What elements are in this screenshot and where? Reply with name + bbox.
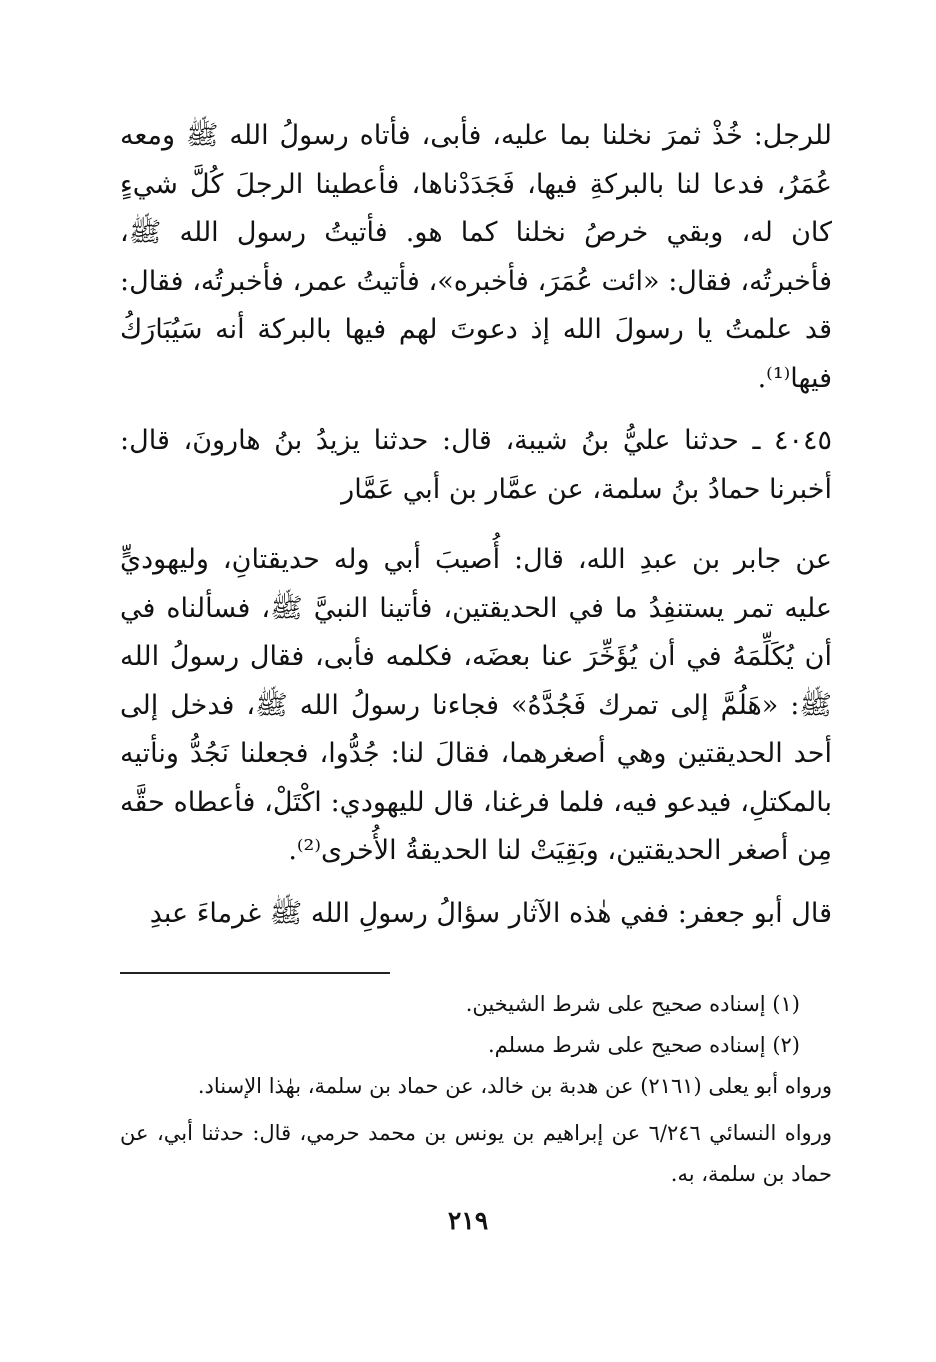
footnote-1: (١) إسناده صحيح على شرط الشيخين.: [465, 992, 800, 1016]
footnote-2-detail-2: ورواه النسائي ٦/٢٤٦ عن إبراهيم بن يونس بن محمد حرمي، قال: حدثنا أبي، عن حماد بن سلمة، به.: [120, 1121, 832, 1186]
footnote-divider: [120, 972, 390, 974]
footnote-2-detail-1: ورواه أبو يعلى (٢١٦١) عن هدبة بن خالد، عن حماد بن سلمة، بهٰذا الإسناد.: [197, 1074, 832, 1098]
body-paragraph-2: عن جابر بن عبدِ الله، قال: أُصيبَ أبي وله حديقتانِ، وليهوديٍّ عليه تمر يستنفِدُ ما في الحديقتين، فأتينا النبيَّ ﷺ، فسألناه في أن يُكَلِّمَهُ في أن يُؤَخِّرَ عنا بعضَه، فكلمه فأبى، فقال رسولُ الله ﷺ: «هَلُمَّ إلى تمرك فَجُدَّهُ» فجاءنا رسولُ الله ﷺ، فدخل إلى أحد الحديقتين وهي أصغرهما، فقالَ لنا: جُدُّوا، فجعلنا نَجُدُّ ونأتيه بالمكتلِ، فيدعو فيه، فلما فرغنا، قال لليهودي: اكْتَلْ، فأعطاه حقَّه مِن أصغر الحديقتين، وبَقِيَتْ لنا الحديقةُ الأُخرى⁽²⁾.: [120, 544, 832, 866]
body-paragraph-1: للرجل: خُذْ ثمرَ نخلنا بما عليه، فأبى، فأتاه رسولُ الله ﷺ ومعه عُمَرُ، فدعا لنا بالبركةِ فيها، فَجَدَدْناها، فأعطينا الرجلَ كُلَّ شيءٍ كان له، وبقي خرصُ نخلنا كما هو. فأتيتُ رسول الله ﷺ، فأخبرتُه، فقال: «ائت عُمَرَ، فأخبره»، فأتيتُ عمر، فأخبرتُه، فقال: قد علمتُ يا رسولَ الله إذ دعوتَ لهم فيها بالبركة أنه سَيُبَارَكُ فيها⁽¹⁾.: [120, 120, 832, 394]
footnote-divider-wrap: [120, 972, 832, 974]
footnote-2: (٢) إسناده صحيح على شرط مسلم.: [487, 1033, 800, 1057]
page-content: [120, 112, 832, 1195]
page-number: ٢١٩: [447, 1206, 489, 1235]
hadith-chain-paragraph: ٤٠٤٥ ـ حدثنا عليُّ بنُ شيبة، قال: حدثنا يزيدُ بنُ هارونَ، قال: أخبرنا حمادُ بنُ سلمة، عن عمَّار بن أبي عَمَّار: [120, 425, 832, 505]
body-paragraph-3: قال أبو جعفر: ففي هٰذه الآثار سؤالُ رسولِ الله ﷺ غرماءَ عبدِ: [149, 897, 832, 929]
